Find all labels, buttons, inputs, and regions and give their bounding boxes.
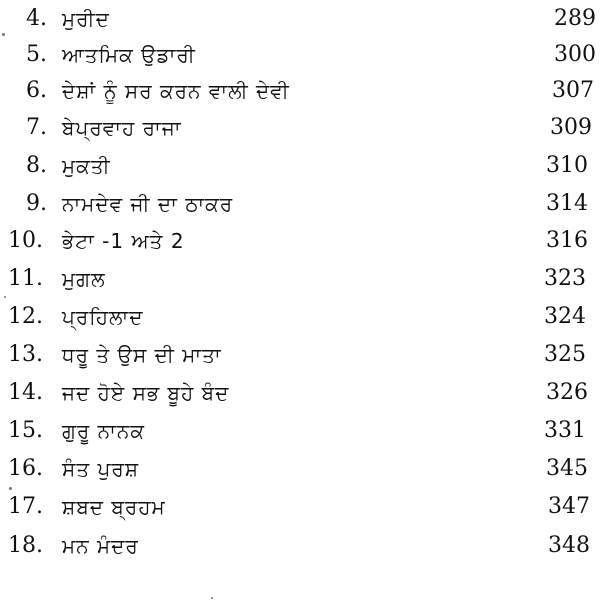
entry-page-number: 347 (548, 494, 590, 519)
entry-number: 7. (26, 115, 47, 140)
entry-page-number: 323 (544, 266, 586, 291)
toc-entry (0, 300, 600, 336)
entry-page-number: 345 (546, 456, 588, 481)
entry-title: ਮੁਕਤੀ (62, 154, 111, 178)
entry-number: 13. (8, 342, 43, 367)
entry-page-number: 325 (544, 342, 586, 367)
toc-entry (0, 490, 600, 526)
toc-entry (0, 187, 600, 223)
entry-number: 15. (8, 418, 43, 443)
entry-page-number: 326 (546, 380, 588, 405)
entry-number: 14. (8, 380, 43, 405)
toc-entry (0, 529, 600, 565)
toc-entry (0, 2, 600, 38)
toc-entry (0, 38, 600, 74)
entry-page-number: 307 (552, 78, 594, 103)
entry-page-number: 331 (544, 418, 586, 443)
toc-entry (0, 111, 600, 147)
entry-title: ਜਦ ਹੋਏ ਸਭ ਬੂਹੇ ਬੰਦ (62, 381, 230, 405)
scan-speck (2, 33, 5, 36)
entry-number: 12. (8, 304, 43, 329)
entry-title: ਭੇਟਾ -1 ਅਤੇ 2 (62, 229, 185, 253)
entry-number: 10. (8, 228, 43, 253)
entry-page-number: 324 (544, 304, 586, 329)
entry-title: ਸ਼ਬਦ ਬ੍ਰਹਮ (62, 495, 166, 519)
toc-entry (0, 376, 600, 412)
entry-title: ਦੇਸ਼ਾਂ ਨੂੰ ਸਰ ਕਰਨ ਵਾਲੀ ਦੇਵੀ (62, 79, 290, 103)
entry-page-number: 289 (554, 6, 596, 31)
entry-number: 6. (26, 78, 47, 103)
entry-title: ਮੁਰੀਦ (62, 7, 110, 31)
entry-page-number: 348 (548, 533, 590, 558)
entry-page-number: 310 (546, 153, 588, 178)
entry-number: 4. (26, 6, 47, 31)
entry-title: ਸੰਤ ਪੁਰਸ਼ (62, 457, 140, 481)
scan-speck (4, 296, 6, 298)
toc-entry (0, 149, 600, 185)
entry-title: ਬੇਪ੍ਰਵਾਹ ਰਾਜਾ (62, 116, 182, 140)
entry-title: ਗੁਰੂ ਨਾਨਕ (62, 419, 146, 443)
entry-title: ਮਨ ਮੰਦਰ (62, 534, 139, 558)
toc-entry (0, 452, 600, 488)
entry-number: 11. (8, 266, 43, 291)
toc-entry (0, 262, 600, 298)
entry-number: 17. (8, 494, 43, 519)
entry-number: 5. (26, 42, 47, 67)
entry-title: ਨਾਮਦੇਵ ਜੀ ਦਾ ਠਾਕਰ (62, 192, 234, 216)
entry-number: 18. (8, 533, 43, 558)
entry-title: ਮੁਗਲ (62, 267, 106, 291)
entry-page-number: 314 (546, 191, 588, 216)
toc-entry (0, 224, 600, 260)
entry-page-number: 309 (550, 115, 592, 140)
entry-number: 8. (26, 153, 47, 178)
entry-title: ਆਤਮਿਕ ਉਡਾਰੀ (62, 43, 196, 67)
entry-title: ਧਰੂ ਤੇ ਉਸ ਦੀ ਮਾਤਾ (62, 343, 222, 367)
toc-entry (0, 414, 600, 450)
entry-number: 16. (8, 456, 43, 481)
entry-page-number: 316 (546, 228, 588, 253)
entry-title: ਪ੍ਰਹਿਲਾਦ (62, 305, 144, 329)
toc-entry (0, 338, 600, 374)
toc-entry (0, 74, 600, 110)
entry-page-number: 300 (554, 42, 596, 67)
entry-number: 9. (26, 191, 47, 216)
scan-speck (9, 487, 12, 490)
scan-speck (211, 597, 213, 599)
